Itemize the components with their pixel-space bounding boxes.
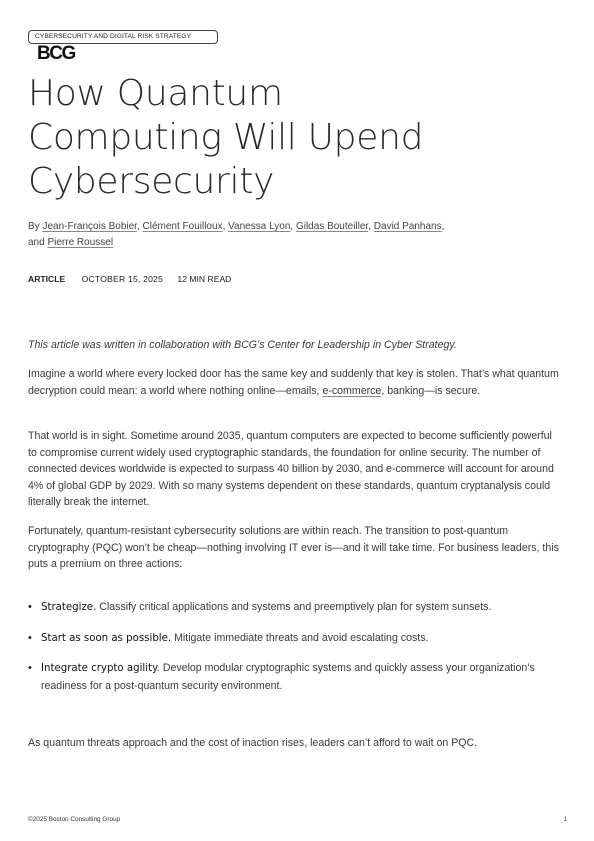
closing-paragraph: As quantum threats approach and the cost of inaction rises, leaders can’t afford to wait on PQC. [28, 737, 478, 749]
list-item [28, 660, 548, 694]
intro-note: This article was written in collaboration with BCG’s Center for Leadership in Cyber Strategy. [28, 339, 457, 351]
author-link[interactable]: Gildas Bouteiller [295, 221, 369, 232]
bullet-icon: • [28, 631, 32, 644]
ecommerce-link[interactable]: e-commerce [322, 384, 382, 397]
byline-and: and [28, 237, 48, 248]
bullet-icon: • [28, 662, 32, 674]
category-tag[interactable]: CYBERSECURITY AND DIGITAL RISK STRATEGY [28, 30, 218, 44]
paragraph-text: Imagine a world where every locked door has the same key and suddenly that key is stolen. That’s what quantum decryption could mean: a world where nothing online—emails, [28, 368, 559, 397]
paragraph [28, 366, 563, 399]
paragraph: Fortunately, quantum-resistant cybersecurity solutions are within reach. The transition to post-quantum cryptography (PQC) won’t be cheap—nothing involving IT ever is—and it will take time. For business leaders, this puts a premium on three actions: [28, 525, 559, 570]
bullet-lead: Strategize. [41, 602, 97, 613]
paragraph: That world is in sight. Sometime around 2035, quantum computers are expected to become sufficiently powerful to compromise current widely used cryptographic standards, the foundation for online security. The number of connected devices worldwide is expected to surpass 40 billion by 2030, and e-commerce will account for around 4% of global GDP by 2029. With so many systems dependent on these standards, quantum cryptanalysis could literally break the internet. [28, 430, 554, 508]
title-line: How Quantum [28, 73, 283, 114]
article-meta [28, 273, 231, 285]
author-link[interactable]: David Panhans [373, 221, 442, 232]
action-list [28, 599, 548, 694]
title-line: Computing Will Upend [28, 117, 424, 158]
title-line: Cybersecurity [28, 161, 275, 202]
bullet-text: Classify critical applications and systems and preemptively plan for system sunsets. [96, 601, 492, 613]
byline: By Jean-François Bobier, Clément Fouilloux, Vanessa Lyon, Gildas Bouteiller, David Panhans, and Pierre Roussel [28, 221, 445, 248]
article-date: OCTOBER 15, 2025 [81, 274, 164, 284]
bullet-text: Mitigate immediate threats and avoid escalating costs. [171, 631, 429, 644]
article-type: ARTICLE [28, 274, 66, 284]
footer-copyright: ©2025 Boston Consulting Group [28, 816, 121, 823]
read-time: 12 MIN READ [177, 274, 232, 284]
bullet-icon: • [28, 601, 32, 613]
list-item [28, 599, 548, 617]
author-link[interactable]: Pierre Roussel [47, 237, 114, 248]
article-title [28, 72, 498, 204]
list-item [28, 630, 548, 648]
bullet-text: Develop modular cryptographic systems and quickly assess your organization’s readiness for a post-quantum security environment. [41, 662, 535, 692]
bullet-lead: Integrate crypto agility. [41, 663, 160, 674]
bcg-logo: BCG [37, 43, 75, 64]
paragraph-text: , banking—is secure. [381, 384, 481, 397]
author-link[interactable]: Vanessa Lyon [228, 221, 291, 232]
bullet-lead: Start as soon as possible. [41, 632, 172, 644]
author-link[interactable]: Clément Fouilloux [142, 221, 223, 232]
page-number: 1 [563, 816, 567, 823]
author-link[interactable]: Jean-François Bobier [42, 221, 137, 232]
byline-prefix: By [28, 221, 43, 232]
